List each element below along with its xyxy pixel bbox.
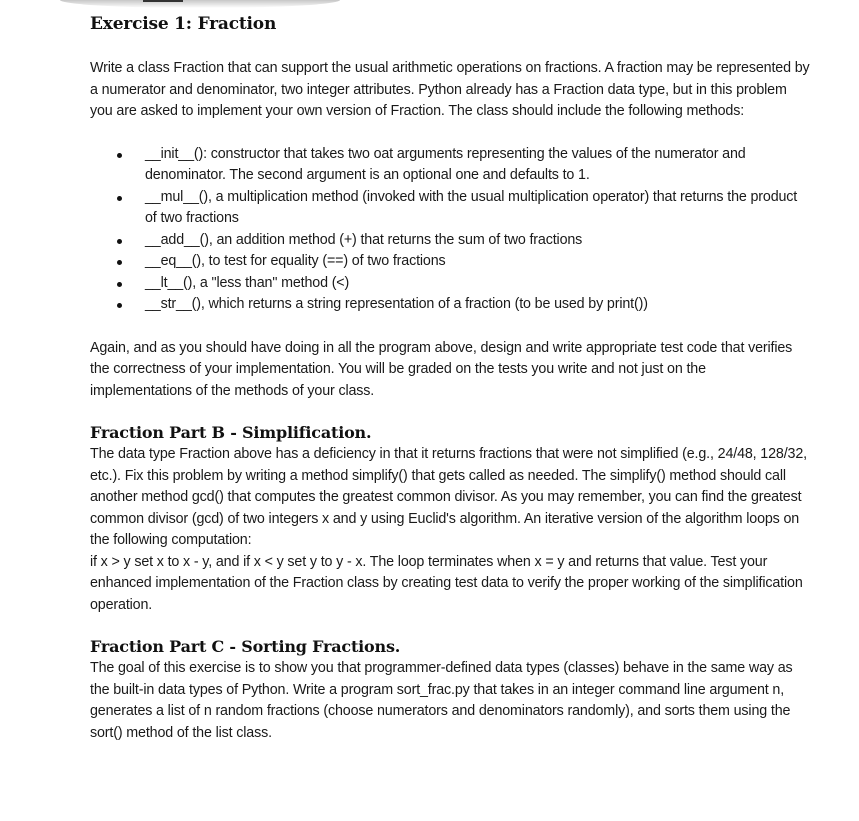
part-c-title: Fraction Part C - Sorting Fractions. (90, 637, 401, 656)
part-c-body: The goal of this exercise is to show you that programmer-defined data types (classes) behave in the same way as the built-in data types of Python. Write a program sort_frac.py that takes in an integer command line argument n, generates a list of n random fractions (choose numerators and denominators randomly), and sorts them using the sort() method of the list class. (90, 660, 793, 741)
document-page (90, 12, 810, 744)
page-edge-mark (143, 0, 183, 2)
testing-paragraph: Again, and as you should have doing in all the program above, design and write appropriate test code that verifies the correctness of your implementation. You will be graded on the tests you write and not just on the implementations of the methods of your class. (90, 339, 793, 399)
part-b-body: The data type Fraction above has a deficiency in that it returns fractions that were not simplified (e.g., 24/48, 128/32, etc.). Fix this problem by writing a method simplify() that gets called as needed. The simplify() method should call another method gcd() that computes the greatest common divisor. As you may remember, you can find the greatest common divisor (gcd) of two integers x and y using Euclid's algorithm. An iterative version of the algorithm loops on the following computation: (90, 446, 807, 548)
method-mul: __mul__(), a multiplication method (invoked with the usual multiplication operator) that returns the product of two fractions (145, 187, 810, 230)
part-c-section (90, 636, 810, 744)
exercise-title: Exercise 1: Fraction (90, 14, 277, 34)
method-lt: __lt__(), a "less than" method (<) (145, 273, 810, 295)
method-init: __init__(): constructor that takes two oat arguments representing the values of the numerator and denominator. The second argument is an optional one and defaults to 1. (145, 144, 810, 187)
part-b-rule: if x > y set x to x - y, and if x < y set y to y - x. The loop terminates when x = y and returns that value. Test your enhanced implementation of the Fraction class by creating test data to verify the proper working of the simplification operation. (90, 553, 803, 613)
methods-list (90, 144, 810, 316)
part-b-title: Fraction Part B - Simplification. (90, 423, 372, 442)
method-add: __add__(), an addition method (+) that returns the sum of two fractions (145, 230, 810, 252)
page-edge-shadow (60, 0, 340, 8)
exercise-intro: Write a class Fraction that can support the usual arithmetic operations on fractions. A fraction may be represented by a numerator and denominator, two integer attributes. Python already has a Fraction data type, but in this problem you are asked to implement your own version of Fraction. The class should include the following methods: (90, 60, 810, 119)
method-eq: __eq__(), to test for equality (==) of two fractions (145, 251, 810, 273)
method-str: __str__(), which returns a string representation of a fraction (to be used by print()) (145, 294, 810, 316)
part-b-section (90, 422, 810, 616)
